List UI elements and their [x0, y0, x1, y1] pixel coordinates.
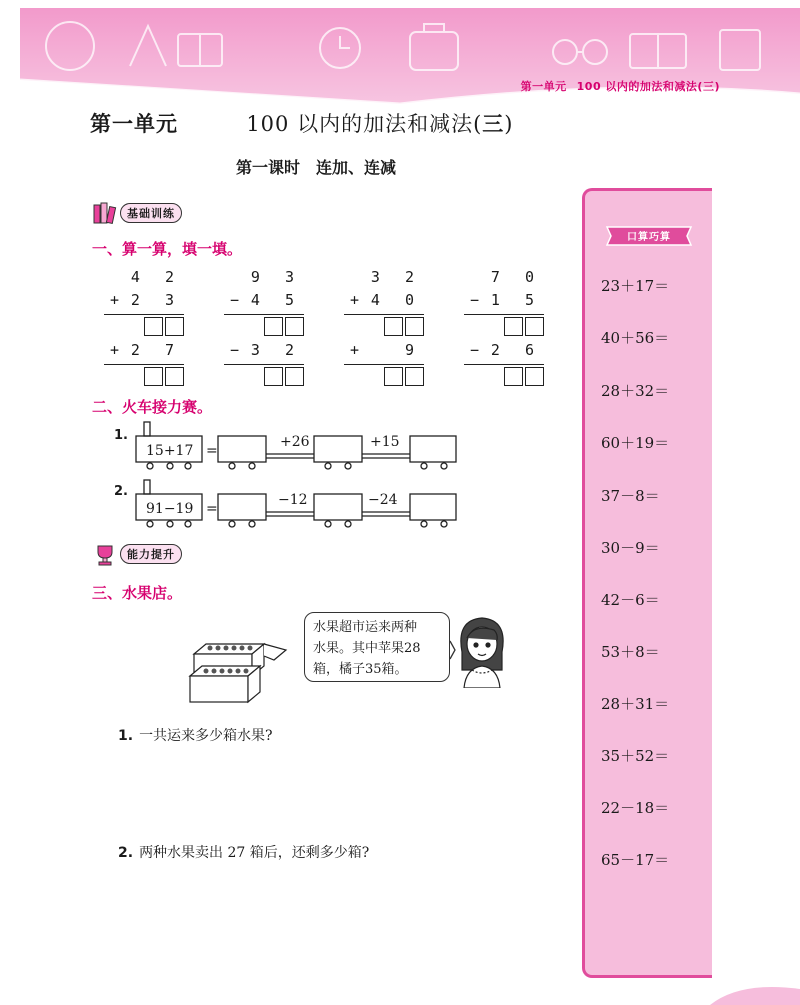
vc3-line-2: [344, 364, 424, 365]
vc4-top: 7 0: [490, 268, 542, 286]
answer-box[interactable]: [165, 317, 184, 336]
page-header: [20, 8, 800, 108]
sidebar-title: 口算巧算: [627, 232, 671, 243]
vc3-line: [344, 314, 424, 315]
train-1-expr: 15+17: [146, 443, 194, 459]
vertical-calc-3: [344, 268, 424, 391]
question-1-text: 一共运来多少箱水果?: [139, 728, 273, 744]
header-topic: 100 以内的加法和减法(三): [576, 80, 720, 93]
vc2-answer-2[interactable]: [224, 367, 304, 389]
answer-box[interactable]: [285, 367, 304, 386]
vc2-n2: 4 5: [250, 291, 302, 309]
lesson-title: 第一课时 连加、连减: [236, 158, 397, 177]
oral-item-1: 23＋17＝: [601, 277, 670, 295]
bubble-line-2: 水果。其中苹果28: [313, 641, 421, 656]
vc4-n3: 2 6: [490, 341, 542, 359]
vc2-n3: 3 2: [250, 341, 302, 359]
unit-lesson-name: [246, 112, 513, 136]
train-1-step2: +15: [370, 434, 400, 450]
girl-icon: [454, 612, 510, 688]
question-2: [118, 842, 369, 862]
page-corner-icon: [670, 965, 800, 1005]
ability-label: 能力提升: [120, 544, 182, 564]
answer-box[interactable]: [405, 367, 424, 386]
section-2-title: 二、火车接力赛。: [92, 398, 213, 416]
answer-box[interactable]: [264, 367, 283, 386]
question-2-num: 2.: [118, 845, 134, 861]
vc1-top: 4 2: [130, 268, 182, 286]
vc4-line-2: [464, 364, 544, 365]
vc1-n3: 2 7: [130, 341, 182, 359]
oral-item-3: 28＋32＝: [601, 382, 670, 400]
lesson-number: 100: [246, 112, 290, 136]
vc4-line: [464, 314, 544, 315]
oral-item-12: 65－17＝: [601, 851, 670, 869]
lesson-name-bold: 三: [482, 111, 505, 136]
unit-name: 第一单元: [90, 111, 178, 136]
vc4-answer-2[interactable]: [464, 367, 544, 389]
answer-box[interactable]: [504, 317, 523, 336]
vc4-op2: −: [470, 341, 480, 359]
vertical-calc-1: [104, 268, 184, 391]
vc2-answer-1[interactable]: [224, 317, 304, 339]
vc1-line-2: [104, 364, 184, 365]
vc3-n3: 9: [404, 341, 422, 359]
train-2-step1: −12: [278, 492, 308, 508]
lesson-name-end: ): [504, 112, 514, 136]
oral-item-11: 22－18＝: [601, 799, 670, 817]
fruit-boxes-icon: [186, 636, 296, 706]
vc3-top: 3 2: [370, 268, 422, 286]
vc2-line-2: [224, 364, 304, 365]
train-1-step1: +26: [280, 434, 310, 450]
basic-training-badge: [92, 201, 182, 225]
vc3-answer-1[interactable]: [344, 317, 424, 339]
vc1-op2: +: [110, 341, 120, 359]
vc2-line: [224, 314, 304, 315]
answer-box[interactable]: [144, 367, 163, 386]
vc3-op2: +: [350, 341, 360, 359]
answer-box[interactable]: [384, 367, 403, 386]
question-1-num: 1.: [118, 728, 134, 744]
train-1-eq: =: [206, 443, 218, 459]
answer-box[interactable]: [285, 317, 304, 336]
vc2-op2: −: [230, 341, 240, 359]
oral-item-6: 30－9＝: [601, 539, 660, 557]
header-title: [511, 78, 720, 94]
train-1-label: 1.: [114, 428, 128, 443]
train-2-expr: 91−19: [146, 501, 194, 517]
books-icon: [92, 201, 118, 225]
answer-box[interactable]: [264, 317, 283, 336]
train-2-label: 2.: [114, 484, 128, 499]
oral-item-7: 42－6＝: [601, 591, 660, 609]
oral-item-10: 35＋52＝: [601, 747, 670, 765]
section-1-title: 一、算一算，填一填。: [92, 240, 243, 258]
ability-badge: [92, 542, 182, 566]
header-unit: 第一单元: [520, 80, 567, 93]
vc4-op1: −: [470, 291, 480, 309]
oral-item-9: 28＋31＝: [601, 695, 670, 713]
vc1-answer-2[interactable]: [104, 367, 184, 389]
vc2-op1: −: [230, 291, 240, 309]
vc1-line: [104, 314, 184, 315]
vertical-calc-4: [464, 268, 544, 391]
question-1: [118, 725, 273, 745]
bubble-line-1: 水果超市运来两种: [313, 620, 418, 635]
bubble-line-3: 箱，橘子35箱。: [313, 662, 408, 677]
oral-item-2: 40＋56＝: [601, 329, 670, 347]
vc1-answer-1[interactable]: [104, 317, 184, 339]
vc4-answer-1[interactable]: [464, 317, 544, 339]
train-2-step2: −24: [368, 492, 398, 508]
answer-box[interactable]: [405, 317, 424, 336]
lesson-name-text: 以内的加法和减法(: [297, 112, 483, 136]
vc1-op1: +: [110, 291, 120, 309]
trophy-icon: [92, 542, 118, 566]
vc2-top: 9 3: [250, 268, 302, 286]
speech-bubble: [304, 612, 450, 682]
vc3-op1: +: [350, 291, 360, 309]
vertical-calc-2: [224, 268, 304, 391]
oral-calc-sidebar: [582, 188, 712, 978]
answer-box[interactable]: [525, 367, 544, 386]
vc1-n2: 2 3: [130, 291, 182, 309]
vc3-answer-2[interactable]: [344, 367, 424, 389]
oral-item-5: 37－8＝: [601, 487, 660, 505]
answer-box[interactable]: [144, 317, 163, 336]
unit-title: [90, 108, 514, 138]
oral-item-8: 53＋8＝: [601, 643, 660, 661]
vc4-n2: 1 5: [490, 291, 542, 309]
section-3-title: 三、水果店。: [92, 584, 183, 602]
train-2-eq: =: [206, 501, 218, 517]
answer-box[interactable]: [165, 367, 184, 386]
basic-training-label: 基础训练: [120, 203, 182, 223]
answer-box[interactable]: [525, 317, 544, 336]
oral-item-4: 60＋19＝: [601, 434, 670, 452]
vc3-n2: 4 0: [370, 291, 422, 309]
answer-box[interactable]: [384, 317, 403, 336]
question-2-text: 两种水果卖出 27 箱后，还剩多少箱?: [139, 845, 370, 861]
answer-box[interactable]: [504, 367, 523, 386]
